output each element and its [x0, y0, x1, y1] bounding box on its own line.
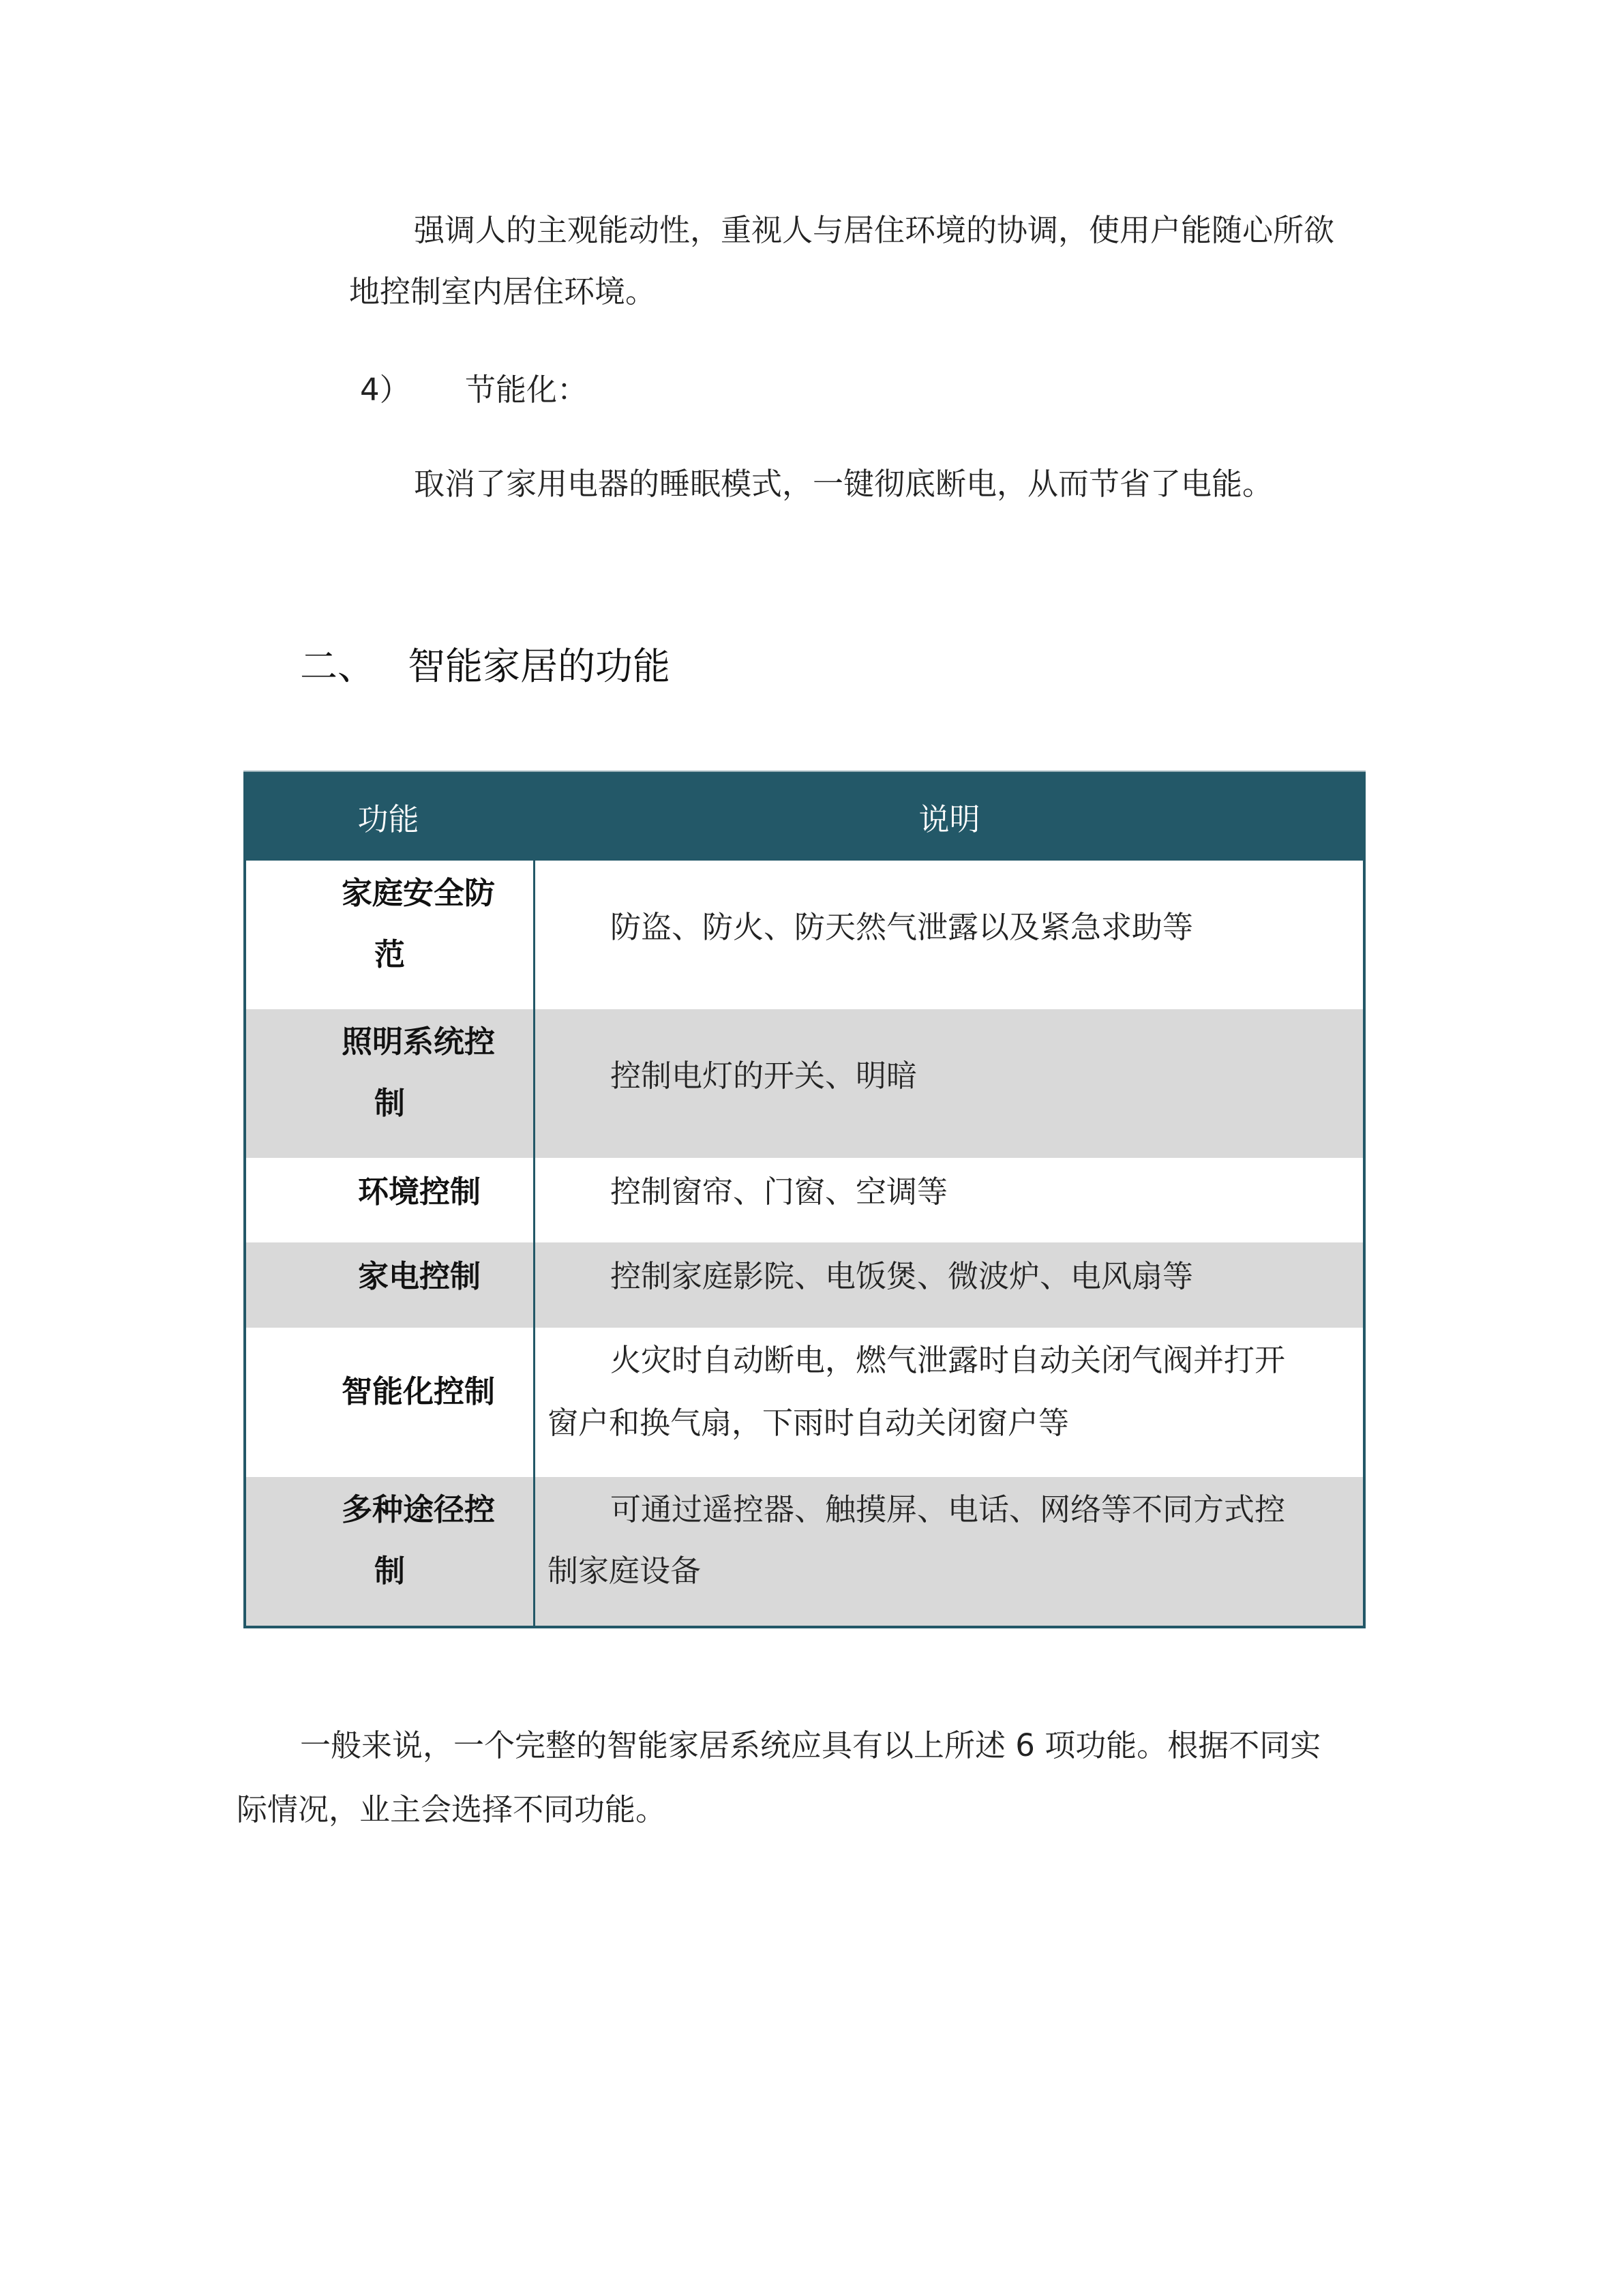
table-cell-description [535, 861, 1363, 1009]
table-header-row [243, 771, 1366, 861]
table-header-function: 功能 [357, 801, 419, 837]
cell-text: 控制家庭影院、电饭煲、微波炉、电风扇等 [610, 1258, 1194, 1294]
paragraph-intro-line-1: 强调人的主观能动性，重视人与居住环境的协调，使用户能随心所欲 [414, 212, 1335, 248]
table-cell-description [535, 1009, 1363, 1158]
paragraph-intro-line-2: 地控制室内居住环境。 [349, 273, 657, 310]
table-row [246, 1009, 1363, 1158]
cell-text: 环境控制 [358, 1174, 481, 1210]
table-cell-description [535, 1242, 1363, 1328]
cell-text: 控制窗帘、门窗、空调等 [610, 1174, 948, 1210]
cell-text: 智能化控制 [342, 1373, 496, 1410]
cell-text: 制 [374, 1085, 406, 1121]
section-heading-title: 智能家居的功能 [408, 644, 671, 688]
table-cell-description [535, 1158, 1363, 1242]
cell-text: 控制电灯的开关、明暗 [610, 1058, 918, 1094]
table-cell-function [246, 1328, 533, 1477]
table-cell-function [246, 1158, 533, 1242]
paragraph-summary-line-2: 际情况，业主会选择不同功能。 [237, 1791, 667, 1828]
cell-text: 窗户和换气扇，下雨时自动关闭窗户等 [547, 1405, 1070, 1441]
table-header-description: 说明 [918, 801, 980, 837]
table-cell-function [246, 1242, 533, 1328]
cell-text: 多种途径控 [342, 1491, 496, 1527]
table-row [246, 1158, 1363, 1242]
cell-text: 家电控制 [358, 1258, 481, 1294]
cell-text: 制 [374, 1553, 406, 1589]
paragraph-summary-line-1: 一般来说，一个完整的智能家居系统应具有以上所述 6 项功能。根据不同实 [300, 1727, 1321, 1763]
column-divider [533, 861, 535, 1626]
table-row [246, 861, 1363, 1009]
table-row [246, 1477, 1363, 1626]
cell-text: 火灾时自动断电，燃气泄露时自动关闭气阀并打开 [610, 1342, 1286, 1378]
cell-text: 家庭安全防 [342, 875, 496, 911]
cell-text: 防盗、防火、防天然气泄露以及紧急求助等 [610, 909, 1194, 945]
functions-table [243, 771, 1366, 1628]
table-row [246, 1328, 1363, 1477]
table-cell-function [246, 1009, 533, 1158]
table-row [246, 1242, 1363, 1328]
cell-text: 照明系统控 [342, 1024, 496, 1060]
table-cell-description [535, 1328, 1363, 1477]
table-cell-description [535, 1477, 1363, 1626]
table-cell-function [246, 861, 533, 1009]
list-item-number: 4） [360, 372, 410, 408]
cell-text: 范 [374, 936, 406, 972]
table-cell-function [246, 1477, 533, 1626]
section-heading-number: 二、 [300, 644, 376, 688]
cell-text: 制家庭设备 [547, 1553, 702, 1589]
list-item-title: 节能化： [465, 372, 588, 408]
cell-text: 可通过遥控器、触摸屏、电话、网络等不同方式控 [610, 1491, 1286, 1527]
paragraph-energy-saving: 取消了家用电器的睡眠模式，一键彻底断电，从而节省了电能。 [414, 466, 1274, 502]
